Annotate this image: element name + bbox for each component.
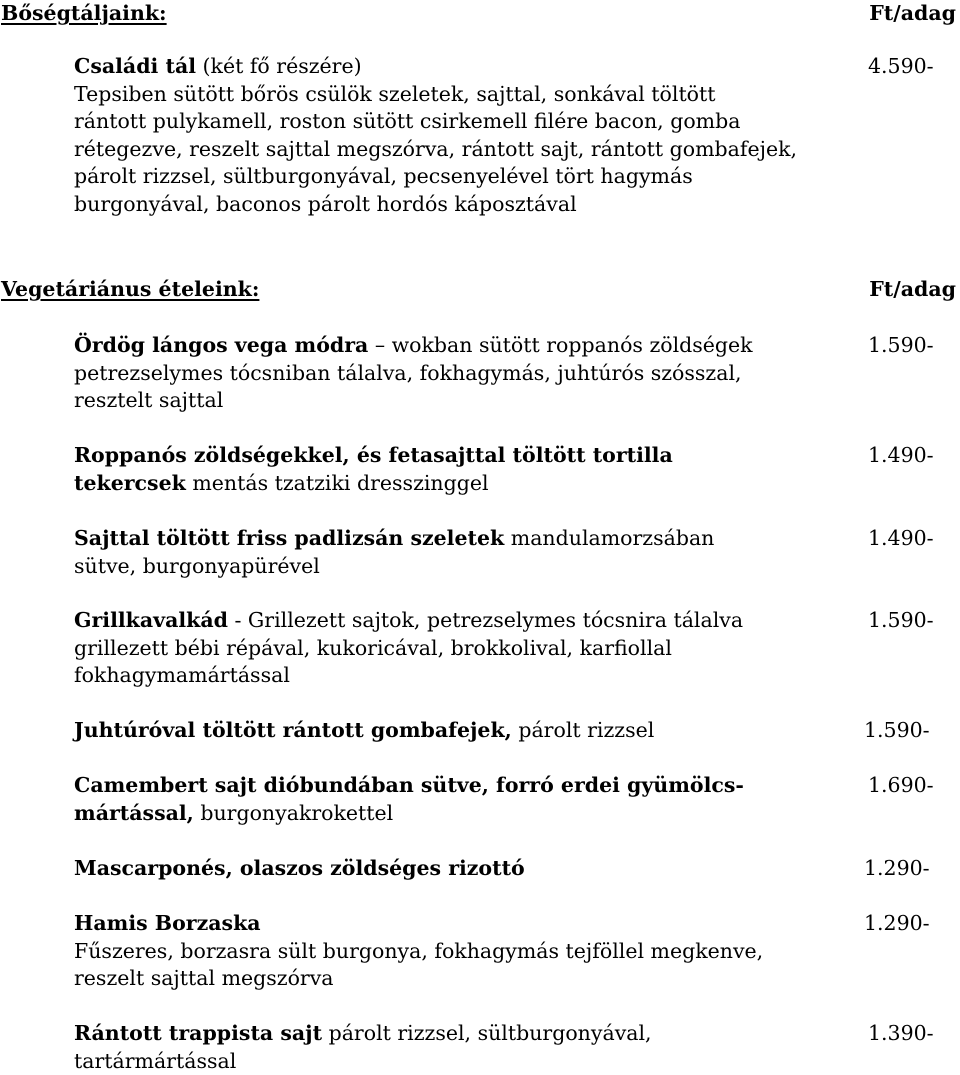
item-text: reszelt sajttal megszórva: [74, 966, 334, 990]
item-text: resztelt sajttal: [74, 388, 224, 412]
item-text: mandulamorzsában: [504, 526, 715, 550]
item-name: Mascarponés, olaszos zöldséges rizottó: [74, 856, 525, 880]
item-name: Juhtúróval töltött rántott gombafejek,: [74, 718, 512, 742]
item-price: 1.490-: [868, 526, 934, 550]
item-name: Sajttal töltött friss padlizsán szeletek: [74, 526, 505, 550]
item-text: - Grillezett sajtok, petrezselymes tócsnira tálalva: [227, 608, 744, 632]
item-price: 1.290-: [864, 856, 930, 880]
item-text: fokhagymamártással: [74, 663, 290, 687]
item-text: párolt rizzsel, sültburgonyával, pecsenyelével tört hagymás: [74, 164, 693, 188]
item-text: burgonyakrokettel: [193, 800, 394, 825]
menu-item: [74, 910, 960, 993]
item-description: [74, 53, 844, 218]
menu-item: [74, 442, 960, 497]
item-text: rántott pulykamell, roston sütött csirkemell filére bacon, gomba: [74, 109, 741, 133]
item-text: párolt rizzsel: [511, 718, 655, 742]
item-description: [74, 910, 844, 993]
menu-item: [74, 53, 960, 218]
item-name: Ördög lángos vega módra: [74, 333, 369, 357]
item-name: Családi tál: [74, 54, 197, 78]
menu-item: [74, 607, 960, 690]
item-price: 1.390-: [868, 1021, 934, 1045]
item-text: Tepsiben sütött bőrös csülök szeletek, sajttal, sonkával töltött: [74, 81, 716, 106]
item-name: tekercsek: [74, 470, 186, 495]
item-name: Camembert sajt dióbundában sütve, forró erdei gyümölcs-: [74, 773, 744, 797]
menu-item: [74, 772, 960, 827]
menu-item: [74, 1020, 960, 1075]
item-description: [74, 717, 844, 745]
menu-item: [74, 525, 960, 580]
item-name: mártással,: [74, 800, 194, 825]
item-text: grillezett bébi répával, kukoricával, brokkolival, karfiollal: [74, 635, 672, 660]
item-price: 1.490-: [868, 443, 934, 467]
item-price: 1.690-: [868, 773, 934, 797]
item-text: petrezselymes tócsniban tálalva, fokhagymás, juhtúrós szósszal,: [74, 360, 742, 385]
item-text: rétegezve, reszelt sajttal megszórva, rántott sajt, rántott gombafejek,: [74, 136, 798, 161]
item-description: [74, 855, 844, 883]
item-text: Fűszeres, borzasra sült burgonya, fokhagymás tejföllel megkenve,: [74, 938, 764, 963]
item-text: párolt rizzsel, sültburgonyával,: [322, 1021, 652, 1045]
section-header: [0, 0, 960, 28]
item-text: (két fő részére): [196, 54, 362, 78]
item-description: [74, 525, 844, 580]
section-header: [0, 276, 960, 304]
unit-header: Ft/adag: [869, 1, 956, 25]
item-text: – wokban sütött roppanós zöldségek: [368, 333, 753, 357]
item-text: burgonyával, baconos párolt hordós káposztával: [74, 191, 577, 216]
item-text: mentás tzatziki dresszinggel: [185, 470, 489, 495]
item-price: 4.590-: [868, 54, 934, 78]
item-text: tartármártással: [74, 1048, 237, 1073]
item-name: Roppanós zöldségekkel, és fetasajttal töltött tortilla: [74, 443, 673, 467]
item-name: Rántott trappista sajt: [74, 1021, 323, 1045]
item-description: [74, 442, 844, 497]
item-description: [74, 607, 844, 690]
item-price: 1.290-: [864, 911, 930, 935]
item-name: Grillkavalkád: [74, 608, 228, 632]
section-title: Vegetáriánus ételeink:: [1, 277, 260, 301]
section-title: Bőségtáljaink:: [1, 1, 167, 25]
menu-item: [74, 332, 960, 415]
item-text: sütve, burgonyapürével: [74, 553, 320, 578]
item-price: 1.590-: [868, 608, 934, 632]
menu-item: [74, 717, 960, 745]
item-price: 1.590-: [864, 718, 930, 742]
item-price: 1.590-: [868, 333, 934, 357]
item-description: [74, 772, 844, 827]
unit-header: Ft/adag: [869, 277, 956, 301]
item-description: [74, 332, 844, 415]
menu-item: [74, 855, 960, 883]
item-name: Hamis Borzaska: [74, 911, 261, 935]
item-description: [74, 1020, 844, 1075]
